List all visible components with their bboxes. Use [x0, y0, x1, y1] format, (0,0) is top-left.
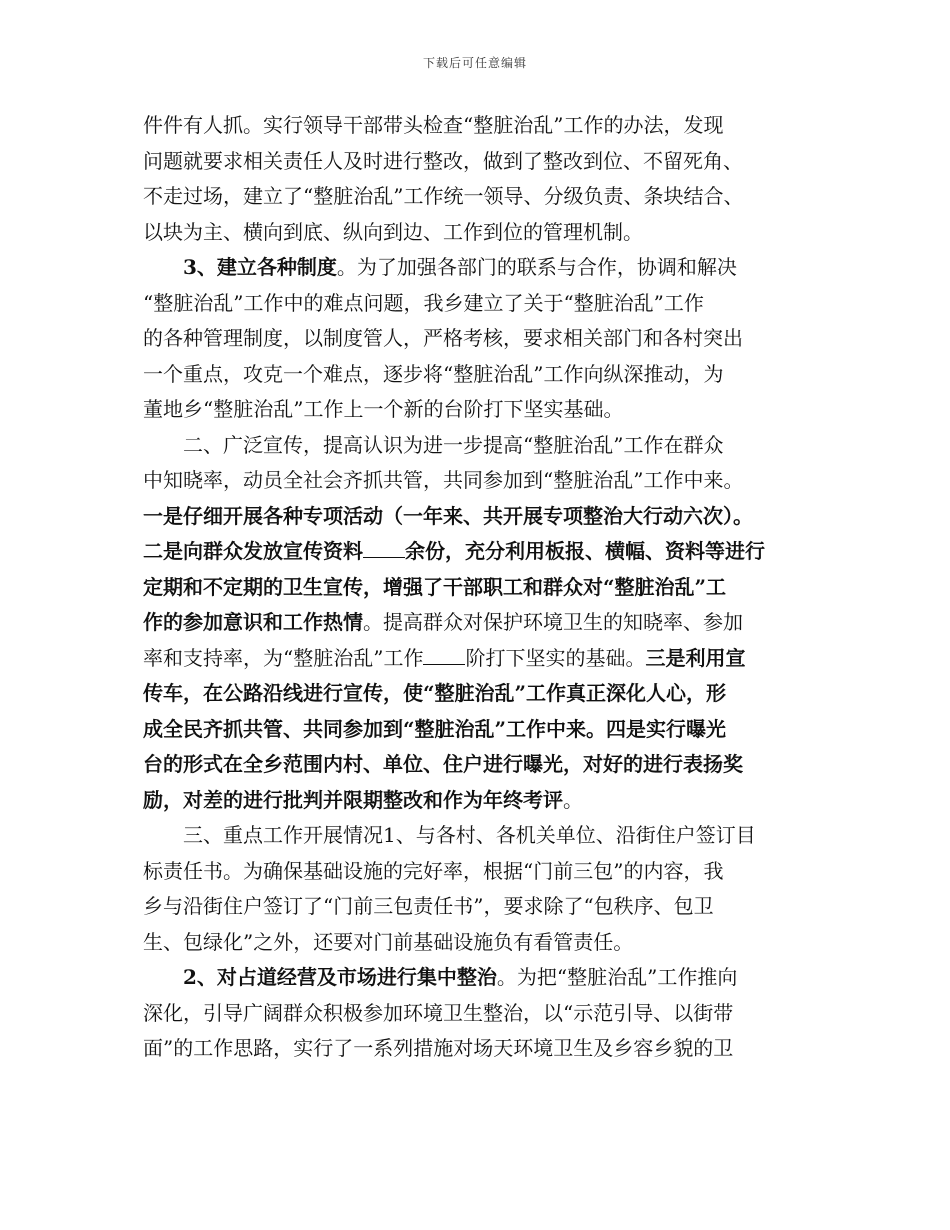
text-line	[143, 818, 828, 854]
text-segment: 一个重点，攻克一个难点，逐步将“整脏治乱”工作向纵深推动，为	[143, 361, 724, 386]
bold-text-segment: 三是利用宣	[645, 645, 746, 670]
text-line	[143, 605, 828, 641]
text-segment: 面”的工作思路，实行了一系列措施对场天环境卫生及乡容乡貌的卫	[143, 1036, 734, 1060]
bold-text-segment: 传车，在公路沿线进行宣传，使“整脏治乱”工作真正深化人心，形	[143, 681, 727, 705]
bold-text-segment: 作的参加意识和工作热情	[143, 610, 363, 634]
text-line	[143, 854, 828, 890]
text-line	[143, 534, 828, 570]
text-line	[143, 747, 828, 783]
text-segment: 。	[563, 787, 583, 812]
bold-text-segment: 3、建立各种制度	[183, 255, 337, 279]
text-line	[143, 925, 828, 961]
text-segment: 三、重点工作开展情况1、与各村、各机关单位、沿街住户签订目	[183, 823, 756, 847]
text-segment: 生、包绿化”之外，还要对门前基础设施负有看管责任。	[143, 929, 634, 954]
bold-text-segment: 一是仔细开展各种专项活动（一年来、共开展专项整治大行动六次）。	[143, 503, 753, 528]
text-line	[143, 321, 828, 357]
bold-text-segment: 定期和不定期的卫生宣传，增强了干部职工和群众对“整脏治乱”工	[143, 574, 727, 599]
text-segment: 中知晓率，动员全社会齐抓共管，共同参加到“整脏治乱”工作中来。	[143, 468, 744, 492]
text-line	[143, 215, 828, 251]
text-segment: 董地乡“整脏治乱”工作上一个新的台阶打下坚实基础。	[143, 397, 624, 421]
text-line	[143, 250, 828, 286]
document-body	[143, 108, 828, 1067]
text-segment: 的各种管理制度，以制度管人，严格考核，要求相关部门和各村突出	[143, 326, 743, 350]
text-line	[143, 463, 828, 499]
bold-text-segment: 2、对占道经营及市场进行集中整治	[183, 965, 497, 989]
text-line	[143, 641, 828, 677]
fill-in-blank	[363, 535, 405, 558]
text-line	[143, 783, 828, 819]
text-line	[143, 1031, 828, 1067]
text-line	[143, 570, 828, 606]
text-line	[143, 499, 828, 535]
text-line	[143, 108, 828, 144]
text-segment: 问题就要求相关责任人及时进行整改，做到了整改到位、不留死角、	[143, 148, 743, 173]
text-segment: 。为把“整脏治乱”工作推向	[496, 965, 738, 989]
text-line	[143, 712, 828, 748]
text-line	[143, 144, 828, 180]
text-segment: 。提高群众对保护环境卫生的知晓率、参加	[363, 610, 743, 634]
text-line	[143, 889, 828, 925]
bold-text-segment: 励，对差的进行批判并限期整改和作为年终考评	[143, 787, 563, 812]
fill-in-blank	[423, 642, 465, 665]
text-segment: 标责任书。为确保基础设施的完好率，根据“门前三包”的内容，我	[143, 858, 724, 883]
text-line	[143, 357, 828, 393]
page-header: 下载后可任意编辑	[422, 56, 527, 70]
text-line	[143, 996, 828, 1032]
text-segment: 乡与沿街住户签订了“门前三包责任书”，要求除了“包秩序、包卫	[143, 894, 714, 918]
text-line	[143, 428, 828, 464]
text-line	[143, 960, 828, 996]
text-segment: “整脏治乱”工作中的难点问题，我乡建立了关于“整脏治乱”工作	[143, 290, 704, 315]
text-segment: 不走过场，建立了“整脏治乱”工作统一领导、分级负责、条块结合、	[143, 184, 744, 208]
bold-text-segment: 成全民齐抓共管、共同参加到“整脏治乱”工作中来。四是实行曝光	[143, 716, 727, 741]
bold-text-segment: 余份，充分利用板报、横幅、资料等进行	[405, 539, 765, 563]
text-line	[143, 392, 828, 428]
text-segment: 以块为主、横向到底、纵向到边、工作到位的管理机制。	[143, 219, 643, 244]
text-line	[143, 286, 828, 322]
text-segment: 阶打下坚实的基础。	[465, 645, 646, 670]
text-segment: 。为了加强各部门的联系与合作，协调和解决	[336, 255, 737, 279]
text-segment: 二、广泛宣传，提高认识为进一步提高“整脏治乱”工作在群众	[183, 432, 724, 457]
text-line	[143, 179, 828, 215]
text-segment: 深化，引导广阔群众积极参加环境卫生整治，以“示范引导、以街带	[143, 1000, 734, 1025]
text-segment: 率和支持率，为“整脏治乱”工作	[143, 645, 424, 670]
text-line	[143, 676, 828, 712]
bold-text-segment: 台的形式在全乡范围内村、单位、住户进行曝光，对好的进行表扬奖	[143, 752, 743, 776]
bold-text-segment: 二是向群众发放宣传资料	[143, 539, 363, 563]
text-segment: 件件有人抓。实行领导干部带头检查“整脏治乱”工作的办法，发现	[143, 113, 724, 137]
